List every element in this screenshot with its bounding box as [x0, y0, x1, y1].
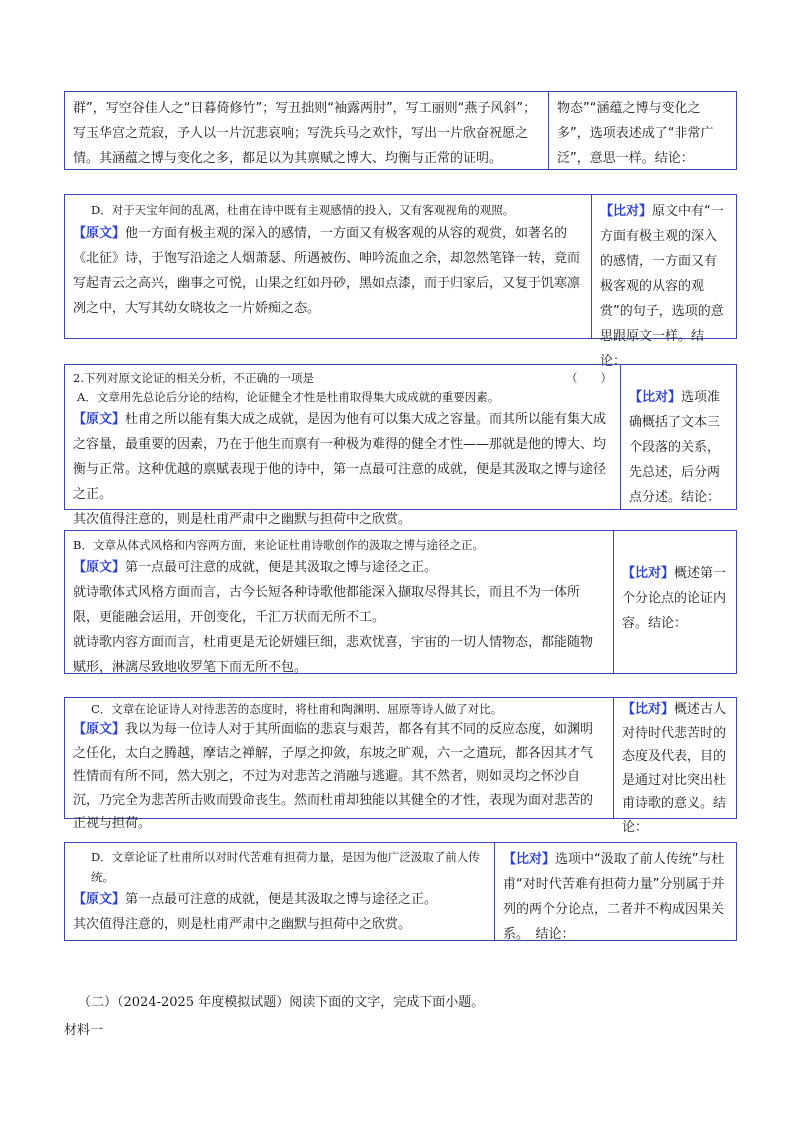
source-column — [65, 365, 621, 527]
source-paragraph-2: 其次值得注意的，则是杜甫严肃中之幽默与担荷中之欣赏。 — [73, 917, 412, 932]
comparison-text: 物态”“涵蕴之博与变化之多”，选项表述成了“非常广泛”，意思一样。结论： — [557, 101, 714, 166]
source-paragraph: 【原文】第一点最可注意的成就，便是其汲取之博与途径之正。 — [73, 560, 438, 575]
source-paragraph-3: 就诗歌内容方面而言，杜甫更是无论妍媸巨细，悲欢忧喜，宇宙的一切人情物态，都能随物赋形，淋漓尽致地收罗笔下而无所不包。 — [73, 635, 594, 675]
option-d: D．对于天宝年间的乱离，杜甫在诗中既有主观感情的投入，又有客观视角的观照。 — [91, 203, 515, 217]
option-a: A．文章用先总论后分论的结构，论证健全才性是杜甫取得集大成成就的重要因素。 — [77, 390, 500, 404]
question-2: 2.下列对原文论证的相关分析，不正确的一项是 （ ） — [73, 371, 612, 385]
compare-label: 【比对】 — [622, 566, 675, 581]
compare-label: 【比对】 — [503, 852, 556, 867]
source-paragraph-2: 其次值得注意的，则是杜甫严肃中之幽默与担荷中之欣赏。 — [73, 512, 412, 527]
source-label: 【原文】 — [73, 722, 126, 737]
comparison-column: 【比对】选项准确概括了文本三个段落的关系，先总述，后分两点分述。结论： — [629, 390, 721, 505]
compare-label: 【比对】 — [622, 702, 675, 717]
source-column — [65, 843, 495, 940]
answer-paren: （ ） — [566, 371, 612, 385]
answer-box-5 — [64, 697, 737, 835]
answer-box-4 — [64, 530, 737, 674]
source-column — [65, 531, 614, 673]
compare-label: 【比对】 — [629, 390, 682, 405]
source-label: 【原文】 — [73, 892, 126, 907]
source-label: 【原文】 — [73, 560, 126, 575]
option-b: B．文章从体式风格和内容两方面，来论证杜甫诗歌创作的汲取之博与途径之正。 — [73, 538, 484, 552]
option-d: D．文章论证了杜甫所以对时代苦难有担荷力量，是因为他广泛汲取了前人传统。 — [91, 850, 480, 884]
answer-box-6 — [64, 842, 737, 941]
source-label: 【原文】 — [73, 226, 126, 241]
compare-label: 【比对】 — [600, 204, 653, 219]
comparison-column: 【比对】概述古人对待时代悲苦时的态度及代表，目的是通过对比突出杜甫诗歌的意义。结论： — [622, 702, 727, 835]
material-label: 材料一 — [64, 1023, 104, 1038]
comparison-column: 【比对】概述第一个分论点的论证内容。结论： — [622, 566, 727, 631]
source-paragraph: 【原文】杜甫之所以能有集大成之成就，是因为他有可以集大成之容量。而其所以能有集大成之容量，最重要的因素，乃在于他生而禀有一种极为难得的健全才性——那就是他的博大、均衡与正常。这种优越的禀赋表现于他的诗中，第一点最可注意的成就，便是其汲取之博与途径之正。 — [73, 412, 607, 502]
source-label: 【原文】 — [73, 412, 126, 427]
source-paragraph: 【原文】第一点最可注意的成就，便是其汲取之博与途径之正。 — [73, 892, 438, 907]
source-paragraph-2: 就诗歌体式风格方面而言，古今长短各种诗歌他都能深入撷取尽得其长，而且不为一体所限，更能融会运用，开创变化，千汇万状而无所不工。 — [73, 585, 581, 625]
answer-box-1 — [64, 91, 737, 170]
comparison-column: 【比对】选项中“汲取了前人传统”与杜甫“对时代苦难有担荷力量”分别属于并列的两个分论点，二者并不构成因果关系。 结论： — [503, 852, 725, 942]
answer-box-2 — [64, 194, 737, 369]
source-paragraph: 【原文】我以为每一位诗人对于其所面临的悲哀与艰苦，都各有其不同的反应态度，如渊明之任化，太白之腾越，摩诘之禅解，子厚之抑敛，东坡之旷观，六一之遣玩，都各因其才气性情而有所不同，然大别之，不过为对悲苦之消融与逃避。其不然者，则如灵均之怀沙自沉，乃完全为悲苦所击败而毁命丧生。然而杜甫却独能以其健全的才性，表现为面对悲苦的正视与担荷。 — [73, 722, 594, 831]
answer-box-3 — [64, 364, 737, 527]
section-heading: （二）（2024-2025 年度模拟试题）阅读下面的文字，完成下面小题。 — [78, 995, 485, 1010]
source-column — [65, 698, 614, 831]
option-c: C．文章在论证诗人对待悲苦的态度时，将杜甫和陶渊明、屈原等诗人做了对比。 — [91, 702, 503, 716]
source-paragraph: 【原文】他一方面有极主观的深入的感情，一方面又有极客观的从容的观赏，如著名的《北征》诗，于饱写沿途之人烟萧瑟、所遇被伤、呻吟流血之余，却忽然笔锋一转，竟而写起青云之高兴，幽事之可悦，山果之红如丹砂，黑如点漆，而于归家后，又复于饥寒凛冽之中，大写其幼女晓妆之一片娇痴之态。 — [73, 226, 581, 316]
comparison-column: 【比对】原文中有“一方面有极主观的深入的感情，一方面又有极客观的从容的观赏”的句子，选项的意思跟原文一样。结论： — [600, 204, 724, 369]
source-text: 群”，写空谷佳人之“日暮倚修竹”；写丑拙则“袖露两肘”，写工丽则“燕子风斜”；写玉华宫之荒寂，予人以一片沉悲哀响；写洗兵马之欢忭，写出一片欣奋祝愿之情。其涵蕴之博与变化之多，都足以为其禀赋之博大、均衡与正常的证明。 — [65, 92, 549, 169]
source-column — [65, 195, 592, 338]
